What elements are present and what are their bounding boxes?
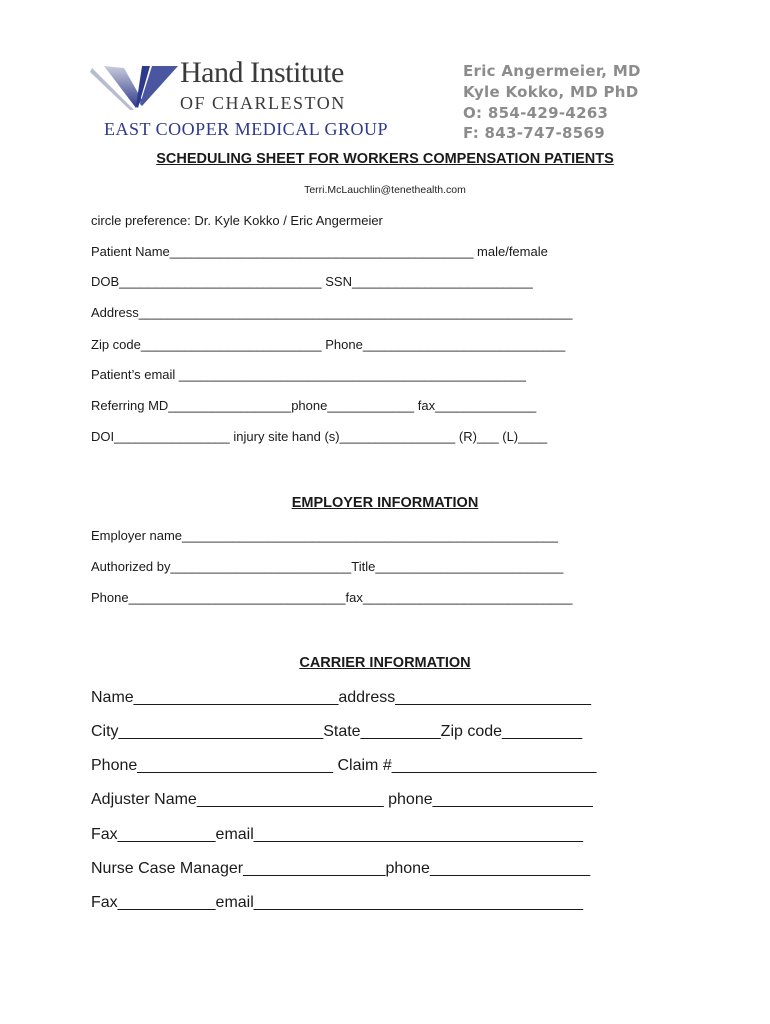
employer-phone-line[interactable]: Phone______________________________fax_____________________________: [91, 590, 573, 605]
logo-title: Hand Institute: [180, 56, 344, 89]
adjuster-line[interactable]: Adjuster Name_____________________ phone__________________: [91, 791, 593, 808]
carrier-name-line[interactable]: Name_______________________address______________________: [91, 689, 592, 706]
office-phone: O: 854-429-4263: [463, 104, 609, 122]
doctor-name-2: Kyle Kokko, MD PhD: [463, 83, 639, 101]
patient-name-line[interactable]: Patient Name__________________________________________ male/female: [91, 244, 548, 259]
logo-chevron-icon: [90, 62, 180, 112]
authorized-by-line[interactable]: Authorized by_________________________Title__________________________: [91, 559, 564, 574]
carrier-city-line[interactable]: City_______________________State_________Zip code_________: [91, 723, 583, 740]
doi-injury-line[interactable]: DOI________________ injury site hand (s)________________ (R)___ (L)____: [91, 429, 548, 444]
nurse-case-manager-line[interactable]: Nurse Case Manager________________phone__________________: [91, 860, 591, 877]
address-line[interactable]: Address____________________________________________________________: [91, 305, 573, 320]
referring-md-line[interactable]: Referring MD_________________phone____________ fax______________: [91, 398, 537, 413]
patient-email-line[interactable]: Patient’s email ________________________________________________: [91, 367, 526, 382]
preference-line[interactable]: circle preference: Dr. Kyle Kokko / Eric Angermeier: [91, 213, 383, 228]
carrier-heading: CARRIER INFORMATION: [299, 655, 471, 671]
carrier-fax-line-1[interactable]: Fax___________email_____________________________________: [91, 826, 584, 843]
dob-ssn-line[interactable]: DOB____________________________ SSN_________________________: [91, 274, 533, 289]
carrier-fax-line-2[interactable]: Fax___________email_____________________________________: [91, 894, 584, 911]
employer-heading: EMPLOYER INFORMATION: [291, 495, 479, 511]
employer-name-line[interactable]: Employer name____________________________________________________: [91, 528, 558, 543]
office-fax: F: 843-747-8569: [463, 124, 605, 142]
doctor-name-1: Eric Angermeier, MD: [463, 62, 641, 80]
form-title: SCHEDULING SHEET FOR WORKERS COMPENSATION PATIENTS: [156, 151, 614, 167]
zip-phone-line[interactable]: Zip code_________________________ Phone____________________________: [91, 337, 566, 352]
logo-subtitle: OF CHARLESTON: [180, 93, 346, 113]
carrier-phone-line[interactable]: Phone______________________ Claim #_______________________: [91, 757, 597, 774]
logo-group-name: EAST COOPER MEDICAL GROUP: [104, 119, 389, 139]
contact-email: Terri.McLauchlin@tenethealth.com: [304, 184, 466, 196]
